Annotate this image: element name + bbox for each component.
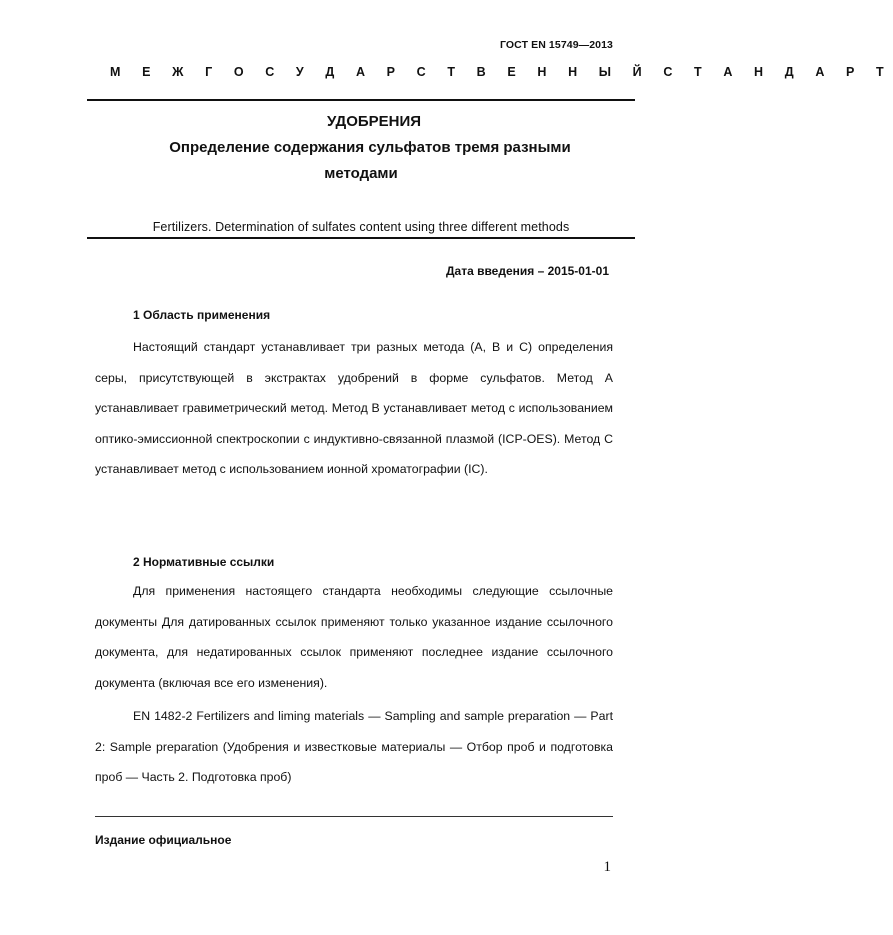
document-code: ГОСТ EN 15749—2013 [500, 39, 613, 51]
english-title: Fertilizers. Determination of sulfates content using three different methods [152, 220, 570, 234]
interstate-standard-label: М Е Ж Г О С У Д А Р С Т В Е Н Н Ы Й С Т А Н Д А Р Т [110, 65, 893, 79]
footer-rule [95, 816, 613, 817]
introduction-date: Дата введения – 2015-01-01 [445, 264, 609, 278]
header-rule [87, 99, 635, 101]
section-heading-normative-references: 2 Нормативные ссылки [133, 555, 275, 569]
section-paragraph-reference-en1482: EN 1482-2 Fertilizers and liming materials — Sampling and sample preparation — Part 2: Sample preparation (Удобрения и известковые материалы — Отбор проб и подготовка проб — Часть 2. Подготовка проб) [95, 709, 613, 785]
document-subtitle-line2: методами [324, 165, 398, 182]
section-paragraph-references-intro: Для применения настоящего стандарта необходимы следующие ссылочные документы Для датированных ссылок применяют только указанное издание ссылочного документа, для недатированных ссылок применяют последнее издание ссылочного документа (включая все его изменения). [95, 584, 613, 690]
section-paragraph-scope: Настоящий стандарт устанавливает три разных метода (А, В и С) определения серы, присутствующей в экстрактах удобрений в форме сульфатов. Метод А устанавливает гравиметрический метод. Метод В устанавливает метод с использованием оптико-эмиссионной спектроскопии с индуктивно-связанной плазмой (ICP-OES). Метод С устанавливает метод с использованием ионной хроматографии (IC). [95, 340, 613, 477]
title-rule [87, 237, 635, 239]
document-title: УДОБРЕНИЯ [326, 113, 422, 130]
page-number: 1 [603, 859, 611, 875]
section-heading-scope: 1 Область применения [133, 308, 271, 322]
official-edition-label: Издание официальное [95, 833, 232, 847]
document-subtitle-line1: Определение содержания сульфатов тремя разными [169, 139, 571, 156]
